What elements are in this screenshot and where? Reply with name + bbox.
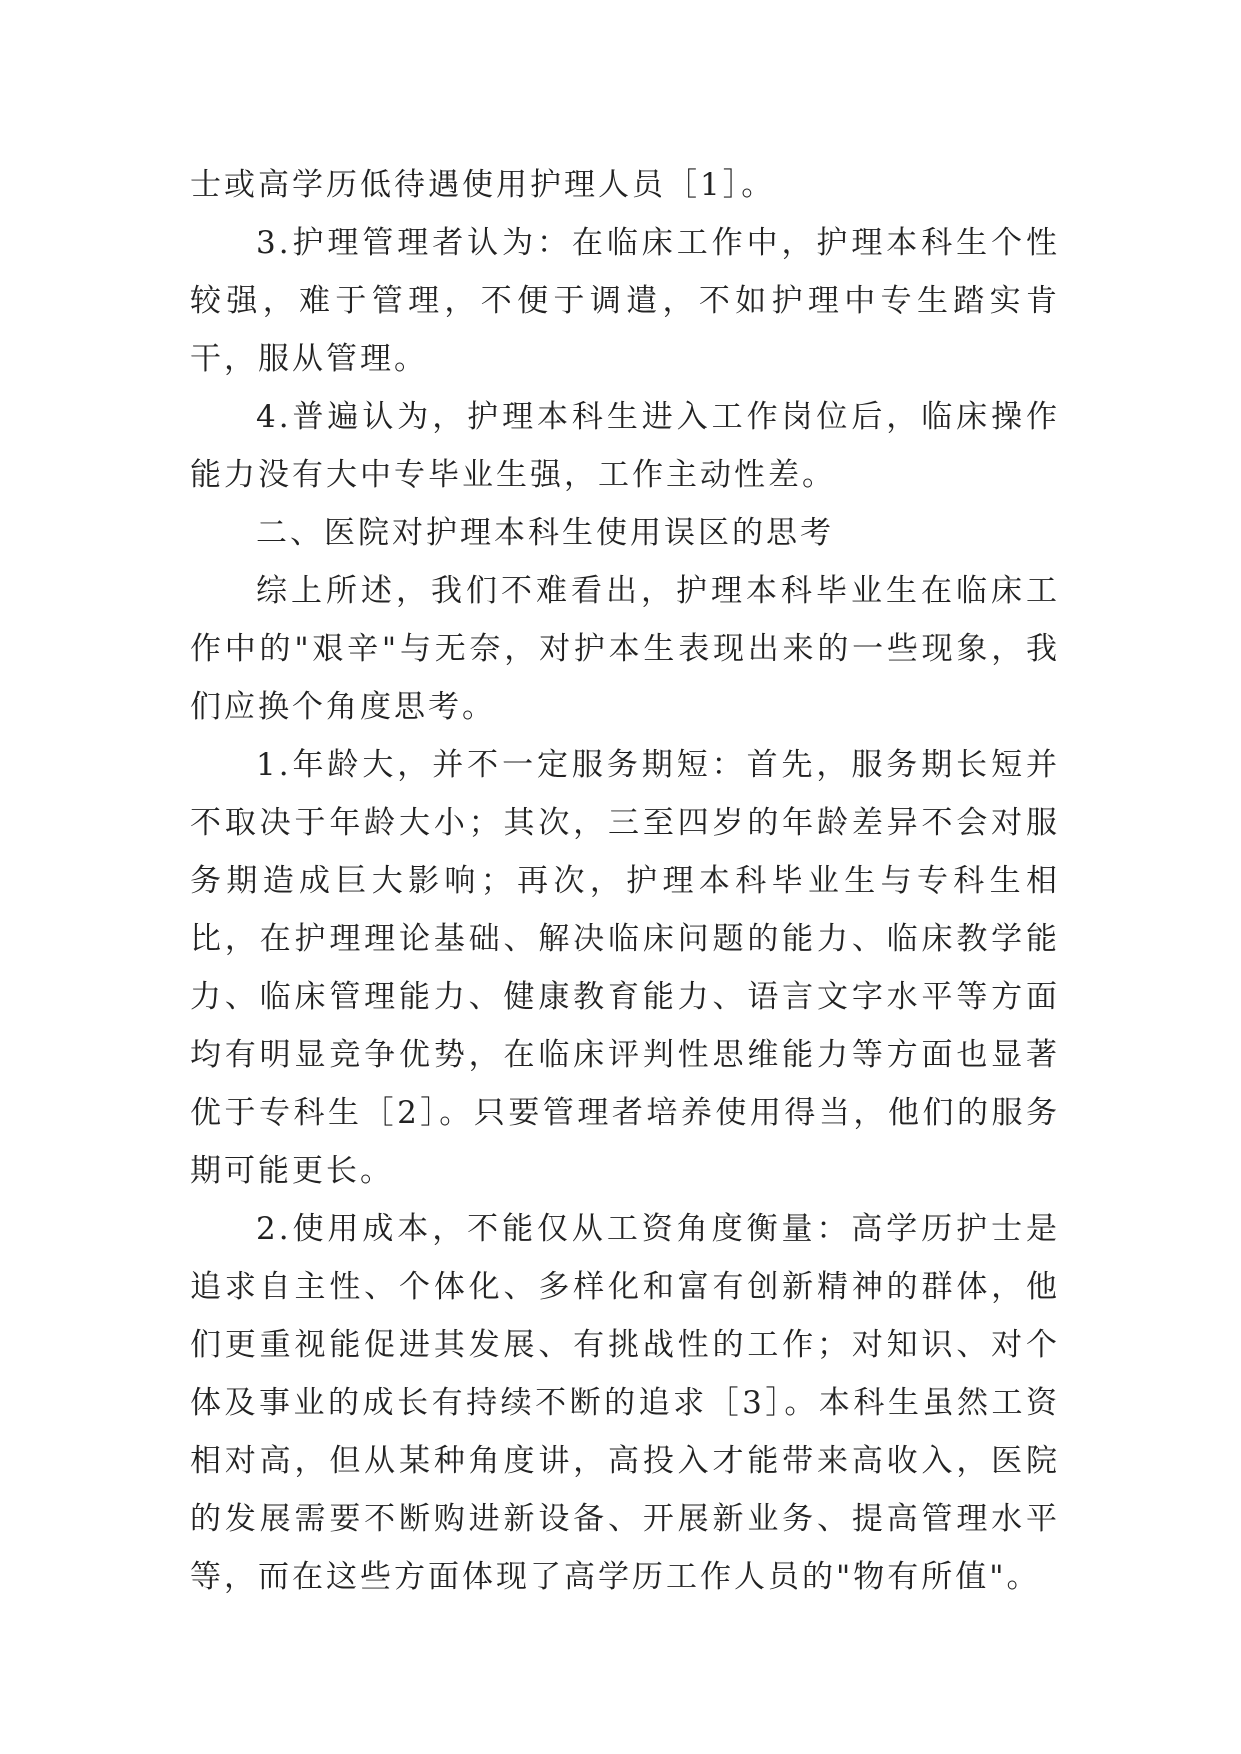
section-heading: 二、医院对护理本科生使用误区的思考: [256, 515, 834, 551]
paragraph-item-3: 3.护理管理者认为：在临床工作中，护理本科生个性较强，难于管理，不便于调遣，不如护理中专生踏实肯干，服从管理。: [190, 225, 1060, 377]
paragraph-thought-1: 1.年龄大，并不一定服务期短：首先，服务期长短并不取决于年龄大小；其次，三至四岁的年龄差异不会对服务期造成巨大影响；再次，护理本科毕业生与专科生相比，在护理理论基础、解决临床问题的能力、临床教学能力、临床管理能力、健康教育能力、语言文字水平等方面均有明显竞争优势，在临床评判性思维能力等方面也显著优于专科生［2］。只要管理者培养使用得当，他们的服务期可能更长。: [190, 747, 1060, 1189]
paragraph-item-4: 4.普遍认为，护理本科生进入工作岗位后，临床操作能力没有大中专毕业生强，工作主动性差。: [190, 399, 1060, 493]
paragraph-summary: 综上所述，我们不难看出，护理本科毕业生在临床工作中的"艰辛"与无奈，对护本生表现出来的一些现象，我们应换个角度思考。: [190, 573, 1060, 725]
document-body: [190, 156, 1060, 1606]
paragraph-thought-2: 2.使用成本，不能仅从工资角度衡量：高学历护士是追求自主性、个体化、多样化和富有创新精神的群体，他们更重视能促进其发展、有挑战性的工作；对知识、对个体及事业的成长有持续不断的追求［3］。本科生虽然工资相对高，但从某种角度讲，高投入才能带来高收入，医院的发展需要不断购进新设备、开展新业务、提高管理水平等，而在这些方面体现了高学历工作人员的"物有所值"。: [190, 1211, 1060, 1595]
paragraph-continuation: 士或高学历低待遇使用护理人员［1］。: [190, 167, 776, 203]
